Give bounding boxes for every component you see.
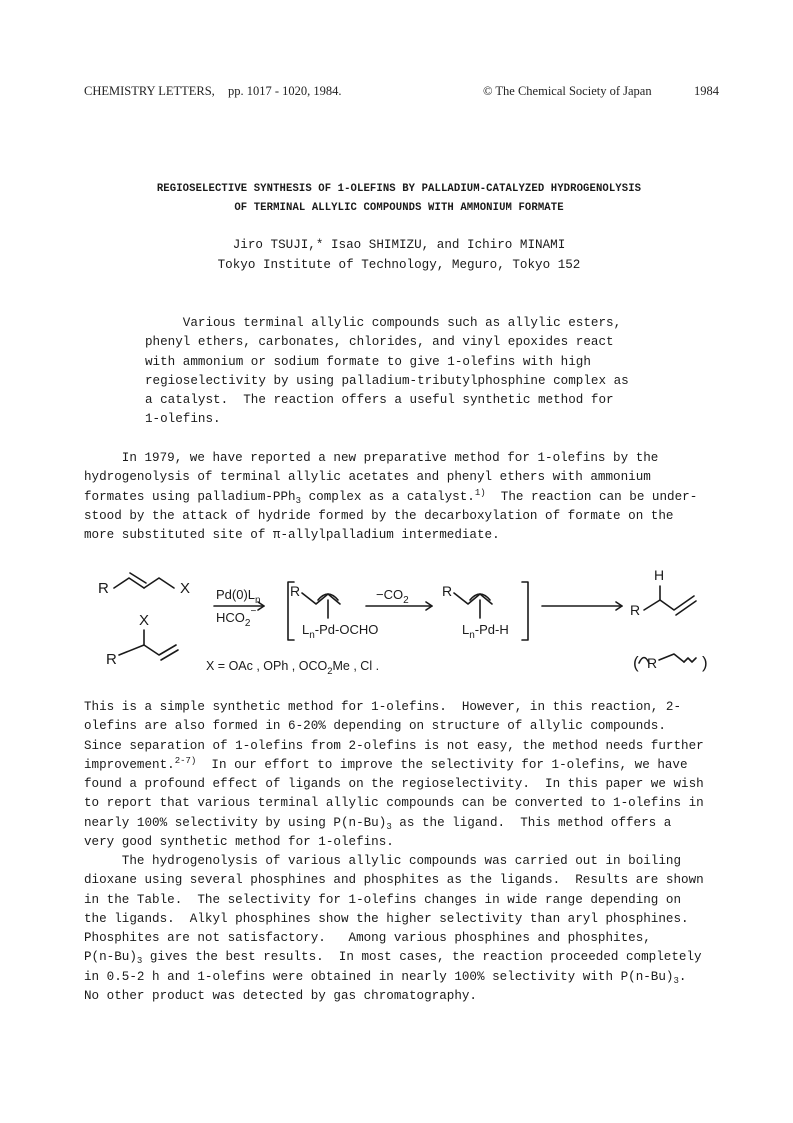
pd-hydride-complex: $L_n-Pd-H$ — [462, 622, 509, 641]
abstract-line: phenyl ethers, carbonates, chlorides, and vinyl epoxides react — [145, 335, 614, 350]
body-line: the ligands. Alkyl phosphines show the higher selectivity than aryl phosphines. — [84, 911, 689, 926]
body-line: to report that various terminal allylic compounds can be converted to 1-olefins in — [84, 796, 704, 811]
paragraph-2 — [84, 698, 724, 852]
abstract-line: with ammonium or sodium formate to give 1-olefins with high — [145, 354, 591, 369]
pd-formate-complex: $L_n-Pd$-OCHO — [302, 622, 379, 641]
r-label-branch: R — [106, 651, 117, 668]
abstract-line: a catalyst. The reaction offers a useful synthetic method for — [145, 393, 614, 408]
paragraph-3 — [84, 852, 724, 1006]
body-line: formates using palladium-PPh$_3$ complex as a catalyst.$^{1)}$ The reaction can be under- — [84, 487, 698, 506]
publication-year: 1984 — [694, 84, 719, 98]
paren-left: ( — [633, 653, 639, 672]
abstract-line: 1-olefins. — [145, 412, 221, 427]
h-label: H — [654, 567, 665, 583]
journal-name: CHEMISTRY LETTERS, — [84, 84, 215, 98]
r-label-product: R — [630, 602, 641, 618]
body-line: nearly 100% selectivity by using $P(n-Bu)_3$ as the ligand. This method offers a — [84, 815, 672, 832]
reaction-scheme — [84, 560, 724, 685]
r-label-intermediate-2: R — [442, 583, 453, 599]
body-line: Phosphites are not satisfactory. Among various phosphines and phosphites, — [84, 931, 651, 946]
byproduct-chain-bond — [659, 654, 684, 662]
body-line: very good synthetic method for 1-olefins. — [84, 835, 394, 850]
byproduct-wavy-bond — [684, 658, 696, 662]
formate-label: $HCO_2^-$ — [216, 606, 257, 629]
body-line: improvement.$^{2-7)}$ In our effort to improve the selectivity for 1-olefins, we have — [84, 755, 688, 772]
body-line: stood by the attack of hydride formed by the decarboxylation of formate on the — [84, 508, 674, 523]
catalyst-label: $Pd(0)L_n$ — [216, 587, 261, 606]
body-line: $P(n-Bu)_3$ gives the best results. In most cases, the reaction proceeded completely — [84, 950, 702, 967]
title-line-2: OF TERMINAL ALLYLIC COMPOUNDS WITH AMMONIUM FORMATE — [234, 202, 564, 214]
pi-allyl-1-bonds — [302, 593, 340, 604]
body-line: In 1979, we have reported a new preparative method for 1-olefins by the — [84, 451, 659, 465]
substrate-chain-bond-2 — [144, 578, 174, 588]
branched-chain-bond — [119, 645, 176, 655]
x-label: X — [180, 580, 191, 597]
abstract-line: Various terminal allylic compounds such as allylic esters, — [145, 316, 622, 330]
leaving-group-list: X = OAc , OPh , $OCO_2Me$ , Cl . — [206, 659, 380, 677]
product-double-bond — [676, 601, 696, 615]
decarboxylation-label: $-CO_2$ — [376, 587, 409, 606]
author-list: Jiro TSUJI,* Isao SHIMIZU, and Ichiro MINAMI — [232, 238, 566, 252]
intro-paragraph — [84, 449, 724, 545]
body-line: in 0.5-2 h and 1-olefins were obtained in nearly 100% selectivity with $P(n-Bu)_3$. — [84, 969, 687, 986]
paren-right: ) — [702, 653, 708, 672]
body-line: found a profound effect of ligands on the regioselectivity. In this paper we wish — [84, 777, 704, 792]
right-bracket — [522, 582, 528, 640]
body-line: The hydrogenolysis of various allylic compounds was carried out in boiling — [84, 854, 682, 868]
copyright-notice: © The Chemical Society of Japan — [483, 84, 652, 98]
body-line: olefins are also formed in 6-20% depending on structure of allylic compounds. — [84, 719, 666, 734]
abstract — [145, 314, 655, 430]
page-range: pp. 1017 - 1020, 1984. — [228, 84, 342, 98]
title-line-1: REGIOSELECTIVE SYNTHESIS OF 1-OLEFINS BY PALLADIUM-CATALYZED HYDROGENOLYSIS — [156, 183, 642, 195]
body-line: in the Table. The selectivity for 1-olefins changes in wide range depending on — [84, 892, 682, 907]
body-line: dioxane using several phosphines and phosphites as the ligands. Results are shown — [84, 873, 704, 888]
pi-allyl-2-bonds — [454, 593, 492, 604]
x-label-branch: X — [139, 612, 150, 629]
affiliation: Tokyo Institute of Technology, Meguro, Tokyo 152 — [217, 258, 581, 272]
r-label-byproduct: R — [647, 655, 658, 671]
body-line: Since separation of 1-olefins from 2-olefins is not easy, the method needs further — [84, 738, 704, 753]
body-line: This is a simple synthetic method for 1-olefins. However, in this reaction, 2- — [84, 700, 682, 714]
body-line: No other product was detected by gas chromatography. — [84, 989, 477, 1004]
r-label: R — [98, 580, 109, 597]
substrate-double-bond — [130, 573, 146, 583]
body-line: more substituted site of π-allylpalladium intermediate. — [84, 528, 500, 543]
abstract-line: regioselectivity by using palladium-tributylphosphine complex as — [145, 373, 629, 388]
body-line: hydrogenolysis of terminal allylic acetates and phenyl ethers with ammonium — [84, 470, 651, 485]
r-label-intermediate-1: R — [290, 583, 301, 599]
